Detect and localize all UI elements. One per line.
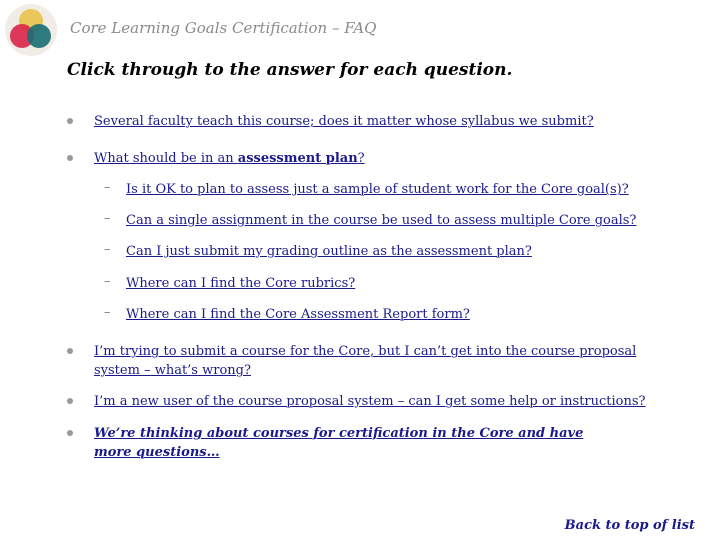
bullet-icon: [67, 398, 73, 404]
bullet-icon: [67, 348, 73, 354]
instructions-heading: Click through to the answer for each question.: [67, 60, 513, 80]
faq-link-sample[interactable]: Is it OK to plan to assess just a sample of student work for the Core goal(s)?: [126, 182, 629, 197]
faq-link-single-assignment[interactable]: Can a single assignment in the course be used to assess multiple Core goals?: [126, 213, 637, 228]
link-text: What should be in an: [94, 151, 238, 166]
back-to-top-link[interactable]: Back to top of list: [564, 518, 695, 533]
faq-link-more-questions[interactable]: We’re thinking about courses for certification in the Core and have more questions…: [94, 426, 584, 460]
dash-icon: –: [104, 305, 111, 320]
link-text: ?: [357, 151, 365, 166]
faq-link-report-form[interactable]: Where can I find the Core Assessment Report form?: [126, 307, 470, 322]
logo: [5, 4, 57, 56]
faq-link-assessment-plan[interactable]: [94, 151, 365, 166]
dash-icon: –: [104, 180, 111, 195]
faq-link-proposal-access[interactable]: I’m trying to submit a course for the Core, but I can’t get into the course proposal system – what’s wrong?: [94, 344, 637, 378]
faq-link-new-user[interactable]: I’m a new user of the course proposal system – can I get some help or instructions?: [94, 394, 646, 409]
logo-circle-teal: [27, 24, 51, 48]
page-title: Core Learning Goals Certification – FAQ: [70, 19, 377, 37]
faq-link-syllabus[interactable]: Several faculty teach this course; does it matter whose syllabus we submit?: [94, 114, 594, 129]
dash-icon: –: [104, 274, 111, 289]
faq-link-grading-outline[interactable]: Can I just submit my grading outline as the assessment plan?: [126, 244, 532, 259]
dash-icon: –: [104, 211, 111, 226]
link-text-bold: assessment plan: [237, 151, 358, 166]
bullet-icon: [67, 118, 73, 124]
bullet-icon: [67, 430, 73, 436]
dash-icon: –: [104, 242, 111, 257]
faq-link-rubrics[interactable]: Where can I find the Core rubrics?: [126, 276, 356, 291]
bullet-icon: [67, 155, 73, 161]
